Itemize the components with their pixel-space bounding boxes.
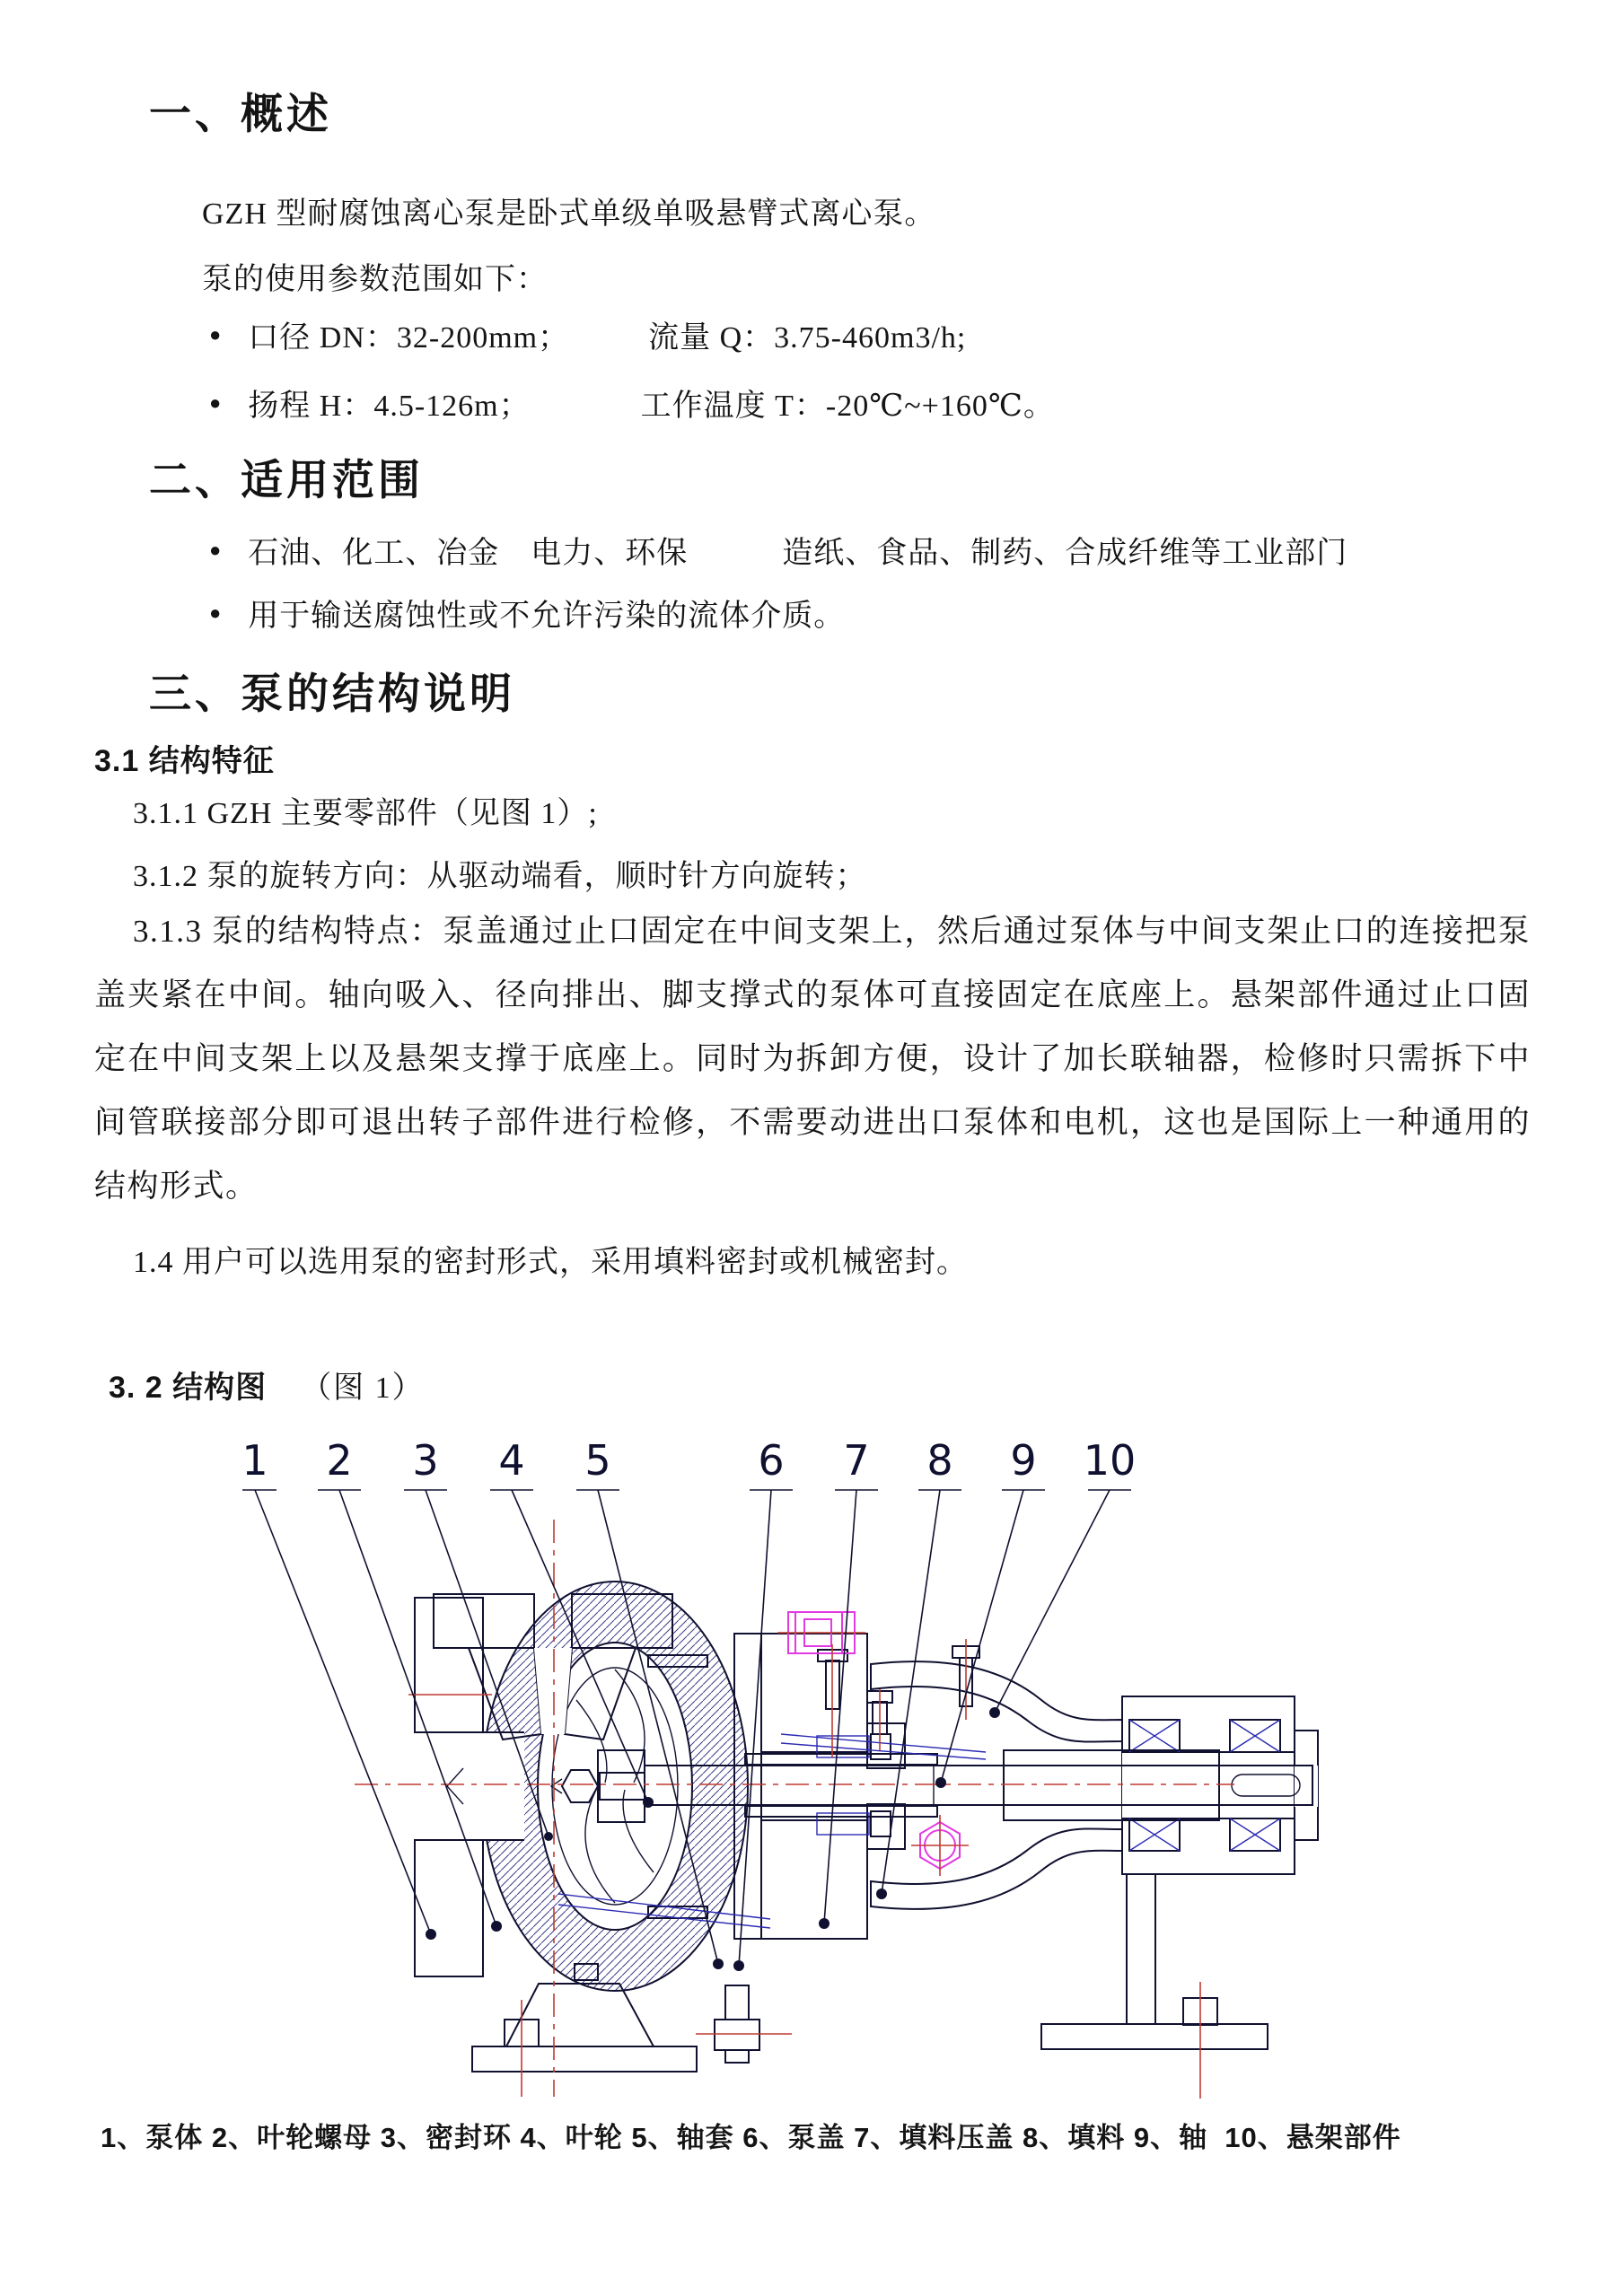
highlight-gland-detail [777,1612,865,1653]
bullet-icon: ● [209,322,222,346]
bullet-icon: ● [209,390,222,414]
highlight-hex-detail [911,1815,969,1876]
bearing-bracket [871,1646,1318,1909]
pump-cross-section-drawing [242,1434,1365,2125]
item-main-parts: 3.1.1 GZH 主要零部件（见图 1）; [133,797,598,830]
scope-bullet-text: 用于输送腐蚀性或不允许污染的流体介质。 [248,600,846,633]
suction-flange [415,1598,524,1976]
figure-callout-6: 6 [758,1436,785,1485]
heading-overview: 一、概述 [149,92,332,138]
scope-bullet-text: 石油、化工、冶金 电力、环保 造纸、食品、制药、合成纤维等工业部门 [248,537,1348,570]
figure-heading-label: 3. 2 结构图 [109,1371,268,1405]
heading-scope: 二、适用范围 [149,458,424,504]
bearing-box [1129,1818,1180,1851]
bottom-hex-bolt [715,1985,759,2063]
spec-bullet-text: 口径 DN：32-200mm； 流量 Q：3.75-460m3/h; [248,321,967,355]
para-structure-detail: 3.1.3 泵的结构特点：泵盖通过止口固定在中间支架上，然后通过泵体与中间支架止口的连接把泵盖夹紧在中间。轴向吸入、径向排出、脚支撑式的泵体可直接固定在底座上。悬架部件通过止口固定在中间支架上以及悬架支撑于底座上。同时为拆卸方便，设计了加长联轴器，检修时只需拆下中间管联接部分即可退出转子部件进行检修，不需要动进出口泵体和电机，这也是国际上一种通用的结构形式。 [94,914,1531,1204]
bracket-foot [1041,1874,1268,2049]
item-rotation-direction: 3.1.2 泵的旋转方向：从驱动端看，顺时针方向旋转； [133,860,867,893]
figure-parts-caption: 1、泵体 2、叶轮螺母 3、密封环 4、叶轮 5、轴套 6、泵盖 7、填料压盖 8、填料 9、轴 10、悬架部件 [101,2122,1401,2153]
bearing-box [1230,1720,1280,1752]
figure-heading [94,1346,425,1423]
heading-structure: 三、泵的结构说明 [149,671,515,718]
scope-bullet-media [209,591,845,635]
bearing-box [1230,1818,1280,1851]
para-pump-type: GZH 型耐腐蚀离心泵是卧式单级单吸悬臂式离心泵。 [202,197,936,231]
impeller-nut [562,1770,598,1802]
pump-figure [242,1434,1365,2127]
figure-callout-10: 10 [1083,1436,1137,1485]
bearing-box [1129,1720,1180,1752]
figure-callout-7: 7 [843,1436,870,1485]
impeller [552,1668,678,1905]
figure-callout-8: 8 [926,1436,953,1485]
figure-callout-1: 1 [241,1436,268,1485]
spec-bullet-head-temp [209,381,1055,425]
figure-callout-4: 4 [498,1436,525,1485]
shaft-sleeve [745,1754,937,1817]
figure-callout-5: 5 [584,1436,611,1485]
bullet-icon: ● [209,538,222,561]
spec-bullet-text: 扬程 H：4.5-126m； 工作温度 T：-20℃~+160℃。 [248,390,1055,423]
lantern-ring-lines [558,1734,986,1928]
figure-callout-2: 2 [326,1436,353,1485]
figure-heading-ref: （图 1） [301,1371,425,1405]
subheading-structure-features: 3.1 结构特征 [94,744,275,778]
bullet-icon: ● [209,600,222,624]
volute-foot [472,1964,697,2072]
scope-bullet-industries [209,528,1347,572]
para-param-intro: 泵的使用参数范围如下： [202,263,548,296]
spec-bullet-diameter-flow [209,312,966,356]
figure-callout-3: 3 [412,1436,439,1485]
figure-callout-9: 9 [1010,1436,1037,1485]
item-seal-options: 1.4 用户可以选用泵的密封形式，采用填料密封或机械密封。 [133,1246,968,1279]
